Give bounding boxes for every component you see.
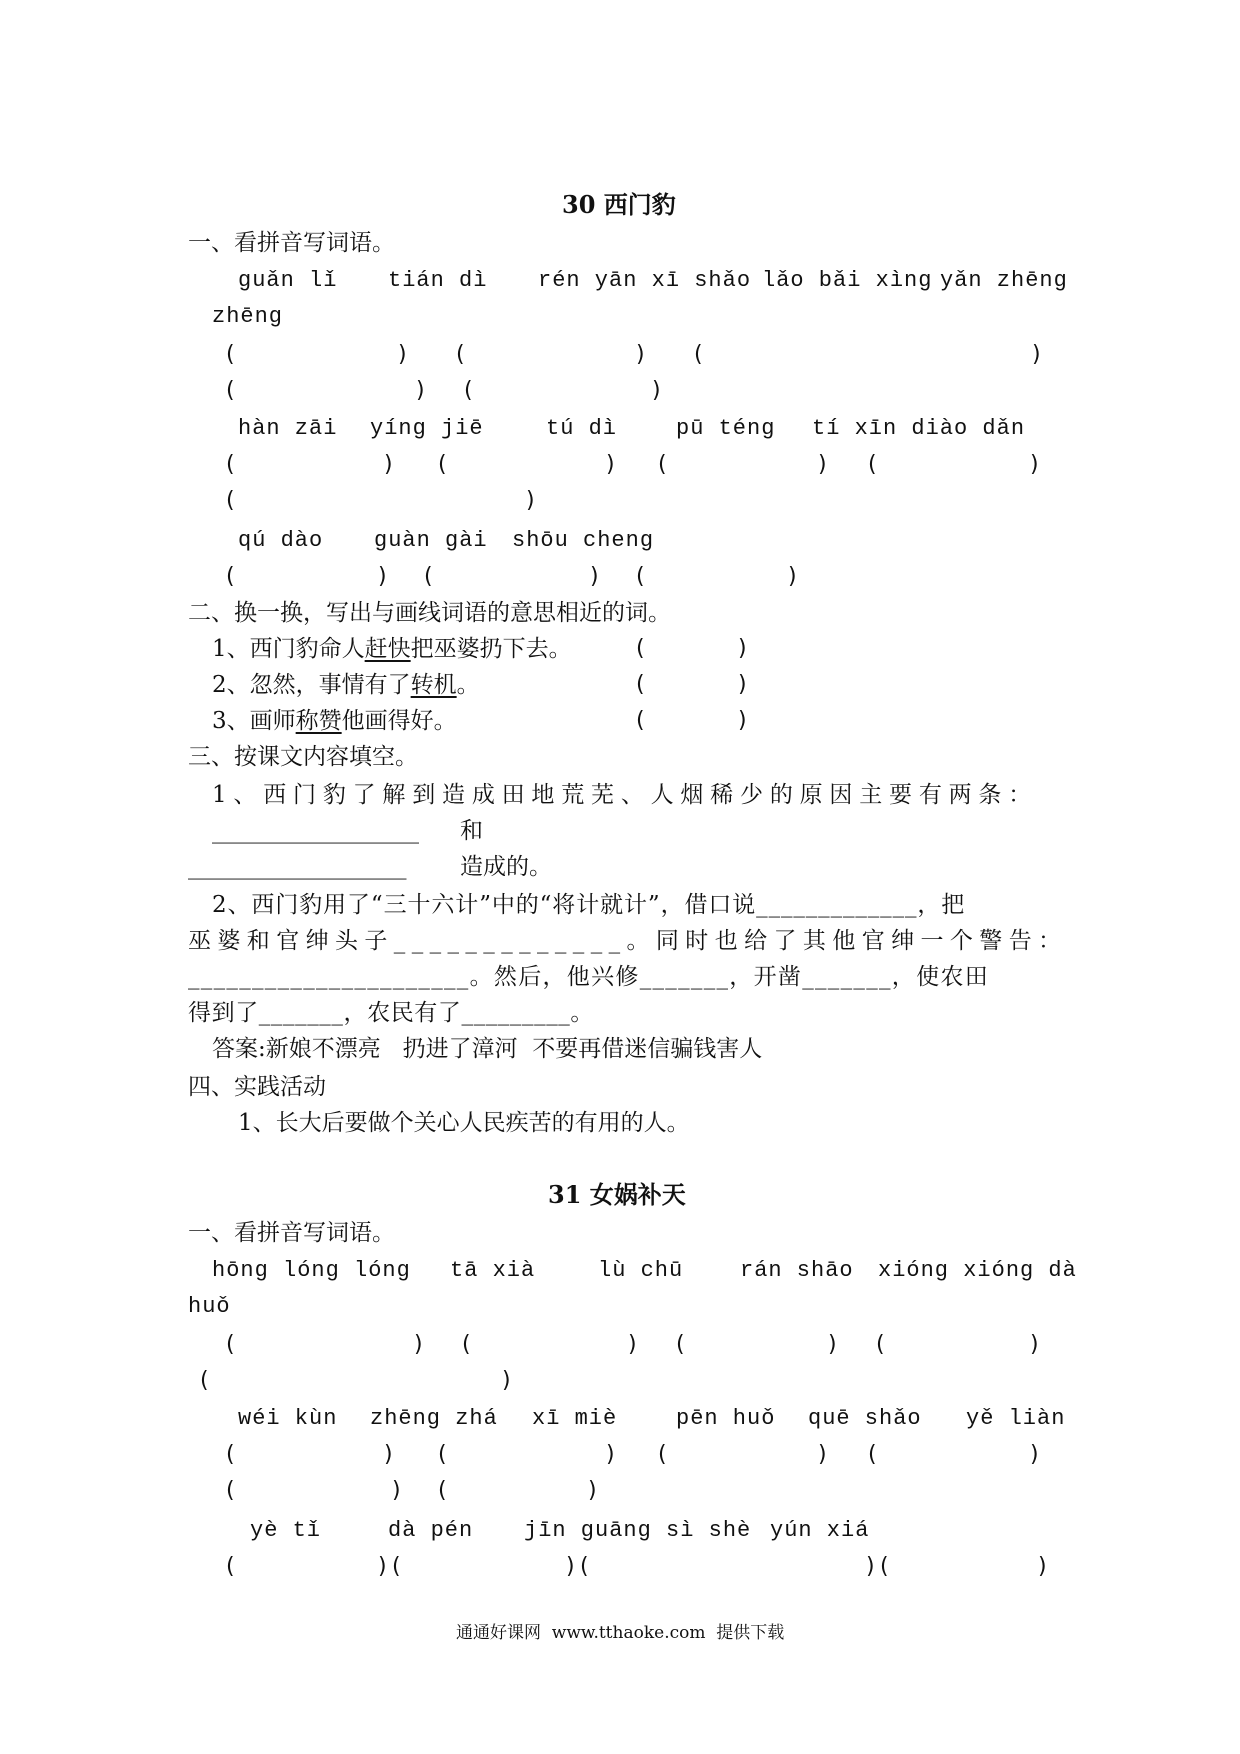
pinyin-word: guàn gài xyxy=(374,528,488,553)
pinyin-word: lù chū xyxy=(598,1258,684,1283)
pinyin-word: huǒ xyxy=(188,1294,231,1319)
answer-paren[interactable]: ) xyxy=(828,1332,837,1357)
answer-paren[interactable]: ( xyxy=(462,1332,471,1357)
answer-paren[interactable]: ) xyxy=(738,672,747,697)
answer-paren[interactable]: ) xyxy=(652,378,661,403)
l30-sec1-heading: 一、看拼音写词语。 xyxy=(188,230,395,256)
fill-text: 造成的。 xyxy=(460,854,552,880)
fill-question-2: ______________________。然后，他兴修_______，开凿_______，使农田 xyxy=(188,964,989,990)
pinyin-word: pēn huǒ xyxy=(676,1406,776,1431)
lesson30-title: 30 西门豹 xyxy=(562,190,676,219)
question-text: 。 xyxy=(456,672,480,698)
answer-paren[interactable]: ) xyxy=(502,1368,511,1393)
pinyin-word: guǎn lǐ xyxy=(238,268,338,293)
pinyin-word: xióng xióng dà xyxy=(878,1258,1077,1283)
pinyin-word: tā xià xyxy=(450,1258,536,1283)
answer-paren[interactable]: ( xyxy=(876,1332,885,1357)
answer-paren[interactable]: ) xyxy=(636,342,645,367)
answer-paren[interactable]: ) xyxy=(392,1478,401,1503)
pinyin-word: hōng lóng lóng xyxy=(212,1258,411,1283)
answer-paren[interactable]: ) xyxy=(738,708,747,733)
answer-paren[interactable]: ( xyxy=(636,564,645,589)
answer-paren[interactable]: ( xyxy=(424,564,433,589)
pinyin-word: tí xīn diào dǎn xyxy=(812,416,1026,441)
question-text: 2、忽然，事情有了 xyxy=(212,672,411,698)
pinyin-word: zhēng xyxy=(212,304,284,329)
pinyin-word: xī miè xyxy=(532,1406,618,1431)
question-text: 把巫婆扔下去。 xyxy=(410,636,572,662)
answer-paren[interactable]: ( xyxy=(226,1554,235,1579)
lesson31-title: 31 女娲补天 xyxy=(548,1180,686,1209)
answer-paren[interactable]: ) xyxy=(590,564,599,589)
question-text: 1、西门豹命人 xyxy=(212,636,365,662)
answer-paren[interactable]: ) xyxy=(606,1442,615,1467)
answer-paren[interactable]: ) xyxy=(588,1478,597,1503)
answer-paren[interactable]: ( xyxy=(868,452,877,477)
answer-paren[interactable]: ( xyxy=(658,1442,667,1467)
pinyin-word: quē shǎo xyxy=(808,1406,922,1431)
fill-blank[interactable]: __________________ xyxy=(212,818,419,844)
answer-paren[interactable]: ( xyxy=(226,378,235,403)
answer-paren[interactable]: ( xyxy=(676,1332,685,1357)
l30-sec4-heading: 四、实践活动 xyxy=(188,1074,326,1100)
answer-paren[interactable]: ) xyxy=(606,452,615,477)
synonym-question xyxy=(212,706,457,736)
answer-paren[interactable]: ) xyxy=(1032,342,1041,367)
answer-paren[interactable]: ( xyxy=(226,564,235,589)
pinyin-word: jīn guāng sì shè xyxy=(524,1518,752,1543)
answer-paren[interactable]: ( xyxy=(464,378,473,403)
answer-paren[interactable]: ( xyxy=(456,342,465,367)
fill-question-2: 巫婆和官绅头子_____________。同时也给了其他官绅一个警告： xyxy=(188,928,1068,954)
answer-paren[interactable]: ) xyxy=(416,378,425,403)
answer-paren[interactable]: ( xyxy=(392,1554,401,1579)
synonym-question xyxy=(212,634,572,664)
answer-paren[interactable]: ( xyxy=(200,1368,209,1393)
answer-paren[interactable]: ) xyxy=(818,452,827,477)
answer-paren[interactable]: ( xyxy=(694,342,703,367)
answer-paren[interactable]: ( xyxy=(636,708,645,733)
page-footer: 通通好课网 www.tthaoke.com 提供下载 xyxy=(456,1623,785,1643)
answer-paren[interactable]: ) xyxy=(398,342,407,367)
question-text: 3、画师 xyxy=(212,708,296,734)
pinyin-word: rán shāo xyxy=(740,1258,854,1283)
answer-paren[interactable]: ) xyxy=(866,1554,875,1579)
pinyin-word: yě liàn xyxy=(966,1406,1066,1431)
answer-paren[interactable]: ( xyxy=(580,1554,589,1579)
answer-paren[interactable]: ) xyxy=(414,1332,423,1357)
pinyin-word: wéi kùn xyxy=(238,1406,338,1431)
answer-paren[interactable]: ( xyxy=(868,1442,877,1467)
answer-paren[interactable]: ( xyxy=(636,672,645,697)
question-text: 他画得好。 xyxy=(341,708,457,734)
pinyin-word: tián dì xyxy=(388,268,488,293)
answer-paren[interactable]: ( xyxy=(438,1478,447,1503)
pinyin-word: yè tǐ xyxy=(250,1518,322,1543)
answer-paren[interactable]: ( xyxy=(226,452,235,477)
answer-paren[interactable]: ) xyxy=(384,1442,393,1467)
answer-paren[interactable]: ( xyxy=(438,1442,447,1467)
answer-paren[interactable]: ) xyxy=(1030,452,1039,477)
underlined-word: 赶快 xyxy=(364,636,411,662)
answer-paren[interactable]: ) xyxy=(788,564,797,589)
answer-paren[interactable]: ( xyxy=(226,1478,235,1503)
activity-item: 1、长大后要做个关心人民疾苦的有用的人。 xyxy=(238,1110,690,1136)
answer-paren[interactable]: ( xyxy=(438,452,447,477)
fill-text: 和 xyxy=(460,818,483,844)
fill-blank[interactable]: ___________________ xyxy=(188,854,407,880)
answer-paren[interactable]: ) xyxy=(384,452,393,477)
answer-paren[interactable]: ( xyxy=(658,452,667,477)
answer-paren[interactable]: ) xyxy=(566,1554,575,1579)
pinyin-word: qú dào xyxy=(238,528,324,553)
pinyin-word: yíng jiē xyxy=(370,416,484,441)
answer-paren[interactable]: ) xyxy=(738,636,747,661)
l30-sec2-heading: 二、换一换，写出与画线词语的意思相近的词。 xyxy=(188,600,671,626)
pinyin-word: yǎn zhēng xyxy=(940,268,1068,293)
fill-question-1: 1、西门豹了解到造成田地荒芜、人烟稀少的原因主要有两条： xyxy=(212,782,1039,808)
answer-paren[interactable]: ) xyxy=(1030,1442,1039,1467)
answer-paren[interactable]: ) xyxy=(1030,1332,1039,1357)
answer-paren[interactable]: ( xyxy=(226,488,235,513)
fill-question-2: 2、西门豹用了“三十六计”中的“将计就计”，借口说_____________，把 xyxy=(212,892,966,918)
answer-paren[interactable]: ) xyxy=(378,564,387,589)
answer-paren[interactable]: ) xyxy=(818,1442,827,1467)
answer-paren[interactable]: ( xyxy=(226,342,235,367)
underlined-word: 称赞 xyxy=(295,708,342,734)
answer-paren[interactable]: ( xyxy=(226,1442,235,1467)
pinyin-word: pū téng xyxy=(676,416,776,441)
pinyin-word: rén yān xī shǎo xyxy=(538,268,752,293)
answer-paren[interactable]: ) xyxy=(1038,1554,1047,1579)
answer-paren[interactable]: ( xyxy=(636,636,645,661)
answer-paren[interactable]: ( xyxy=(880,1554,889,1579)
pinyin-word: dà pén xyxy=(388,1518,474,1543)
fill-question-2: 得到了_______，农民有了_________。 xyxy=(188,1000,594,1026)
pinyin-word: tú dì xyxy=(546,416,618,441)
pinyin-word: hàn zāi xyxy=(238,416,338,441)
l30-sec3-heading: 三、按课文内容填空。 xyxy=(188,744,418,770)
answer-paren[interactable]: ) xyxy=(526,488,535,513)
underlined-word: 转机 xyxy=(410,672,457,698)
pinyin-word: shōu cheng xyxy=(512,528,655,553)
l31-sec1-heading: 一、看拼音写词语。 xyxy=(188,1220,395,1246)
answer-paren[interactable]: ( xyxy=(226,1332,235,1357)
pinyin-word: zhēng zhá xyxy=(370,1406,498,1431)
pinyin-word: yún xiá xyxy=(770,1518,870,1543)
synonym-question xyxy=(212,670,480,700)
pinyin-word: lǎo bǎi xìng xyxy=(762,268,933,293)
answer-text: 答案:新娘不漂亮 扔进了漳河 不要再借迷信骗钱害人 xyxy=(212,1036,763,1062)
answer-paren[interactable]: ) xyxy=(378,1554,387,1579)
answer-paren[interactable]: ) xyxy=(628,1332,637,1357)
